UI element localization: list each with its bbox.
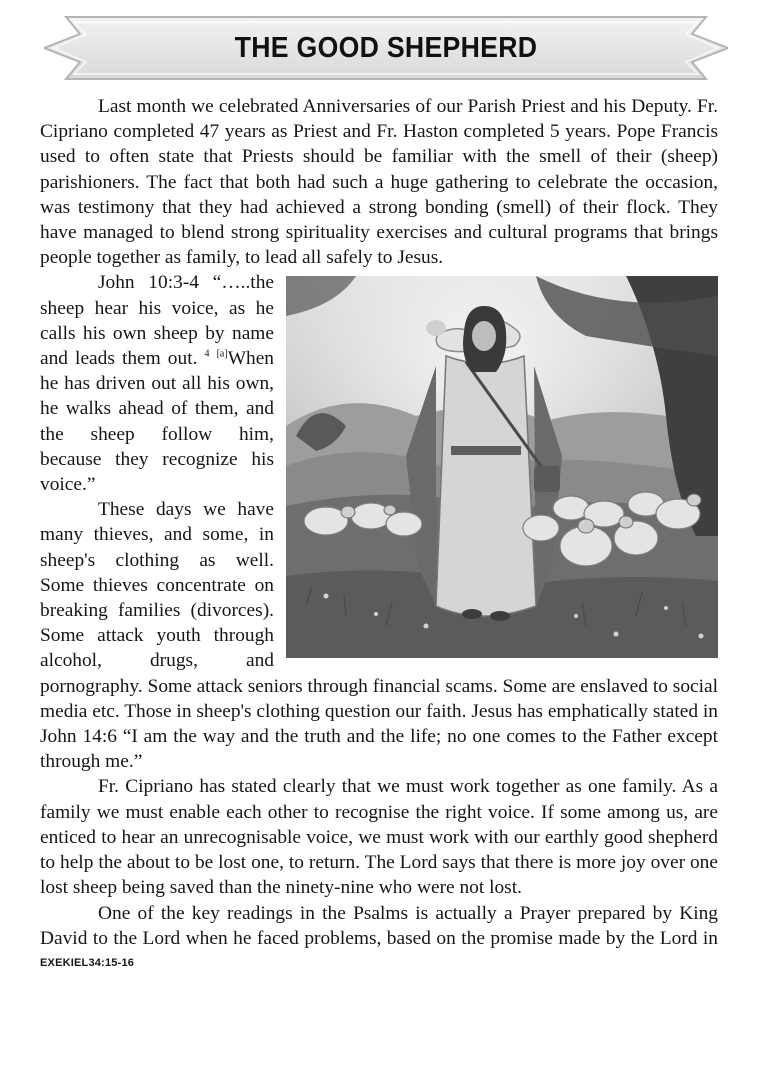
paragraph-thieves: These days we have many thieves, and some, in sheep's clothing as well. Some thieves concentrate on breaking families (divorces). Some attack youth through alcohol, drugs, and pornography. Some attack seniors through financial scams. Some are enslaved to social media etc. Those in sheep's clothing question our faith. Jesus has emphatically stated in John 14:6 “I am the way and the truth and the life; no one comes to the Father except through me.” [40, 499, 718, 773]
footnote-marker: [a] [216, 348, 228, 360]
shepherd-illustration [286, 276, 718, 658]
article-body [40, 94, 718, 981]
john-10-continued: When he has driven out all his own, he walks ahead of them, and the sheep follow him, because they recognize his voice.” [40, 348, 275, 496]
john-10-text: John 10:3-4 “…..the sheep hear his voice, as he calls his own sheep by name and leads them out. [40, 272, 274, 370]
shepherd-image [286, 276, 718, 658]
page-title: THE GOOD SHEPHERD [234, 31, 538, 64]
psalms-text: One of the key readings in the Psalms is actually a Prayer prepared by King David to the Lord when he faced problems, based on the promise made by the Lord in [40, 902, 718, 949]
scripture-reference: EXEKIEL34:15-16 [40, 956, 135, 969]
title-banner [44, 14, 728, 82]
verse-number: 4 [204, 348, 210, 360]
paragraph-family: Fr. Cipriano has stated clearly that we must work together as one family. As a family we must enable each other to recognise the right voice. If some among us, are enticed to hear an unrecognisable voice, we must work with our earthly good shepherd to help the about to be lost one, to return. The Lord says that there is more joy over one lost sheep being saved than the ninety-nine who were not lost. [40, 776, 718, 899]
paragraph-psalms [40, 901, 718, 982]
paragraph-anniversaries: Last month we celebrated Anniversaries of our Parish Priest and his Deputy. Fr. Cipriano completed 47 years as Priest and Fr. Haston completed 5 years. Pope Francis used to often state that Priests should be familiar with the smell of their (sheep) parishioners. The fact that both had such a huge gathering to celebrate the occasion, was testimony that they had achieved a strong bonding (smell) of their flock. They have managed to blend strong spirituality exercises and cultural programs that brings people together as family, to lead all safely to Jesus. [40, 96, 718, 269]
